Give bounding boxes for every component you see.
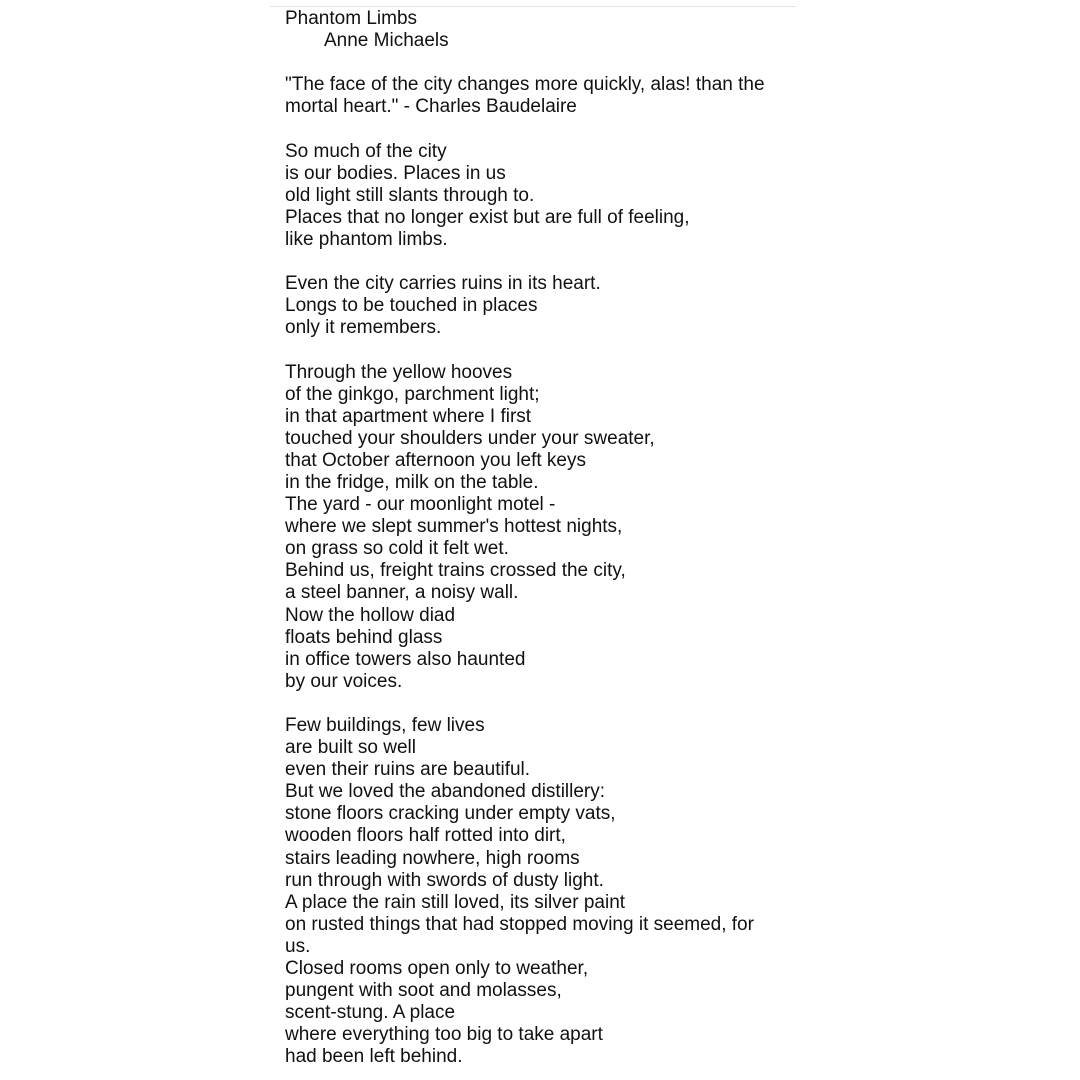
poem-line: wooden floors half rotted into dirt, xyxy=(285,825,566,847)
poem-line: But we loved the abandoned distillery: xyxy=(285,781,606,803)
poem-line: The yard - our moonlight motel - xyxy=(285,494,556,516)
stanza-gap xyxy=(285,251,785,273)
poem-line: even their ruins are beautiful. xyxy=(285,759,531,781)
top-divider xyxy=(270,6,796,7)
poem-line: A place the rain still loved, its silver paint xyxy=(285,891,626,913)
poem-line: Longs to be touched in places xyxy=(285,295,538,317)
poem-line: Through the yellow hooves xyxy=(285,361,513,383)
epigraph xyxy=(285,74,785,118)
poem-line: like phantom limbs. xyxy=(285,228,448,250)
stanza-gap xyxy=(285,118,785,140)
poem-line: is our bodies. Places in us xyxy=(285,162,506,184)
stanza xyxy=(285,141,785,251)
poem-author: Anne Michaels xyxy=(324,30,449,52)
stanza xyxy=(285,715,785,1069)
poem-line: scent-stung. A place xyxy=(285,1002,456,1024)
stanza-gap xyxy=(285,52,785,74)
poem-line: Behind us, freight trains crossed the city, xyxy=(285,560,626,582)
poem-line: on grass so cold it felt wet. xyxy=(285,538,509,560)
poem-line: pungent with soot and molasses, xyxy=(285,980,562,1002)
poem-line: stairs leading nowhere, high rooms xyxy=(285,847,580,869)
epigraph-line: "The face of the city changes more quickly, alas! than the xyxy=(285,74,765,96)
poem-line: run through with swords of dusty light. xyxy=(285,869,604,891)
poem-line: in the fridge, milk on the table. xyxy=(285,471,539,493)
poem-line: us. xyxy=(285,935,311,957)
poem-line: only it remembers. xyxy=(285,317,442,339)
stanza-gap xyxy=(285,339,785,361)
poem-line: old light still slants through to. xyxy=(285,184,535,206)
poem-line: Even the city carries ruins in its heart. xyxy=(285,273,601,295)
poem-line: are built so well xyxy=(285,737,416,759)
poem-line: stone floors cracking under empty vats, xyxy=(285,803,616,825)
poem-line: of the ginkgo, parchment light; xyxy=(285,383,540,405)
poem-line: floats behind glass xyxy=(285,626,443,648)
poem-line: in office towers also haunted xyxy=(285,648,526,670)
stanza xyxy=(285,273,785,339)
poem-line: had been left behind. xyxy=(285,1046,463,1068)
poem-line: in that apartment where I first xyxy=(285,405,532,427)
poem-line: a steel banner, a noisy wall. xyxy=(285,582,519,604)
poem-line: on rusted things that had stopped moving it seemed, for xyxy=(285,913,754,935)
poem-line: where we slept summer's hottest nights, xyxy=(285,516,623,538)
stanza xyxy=(285,362,785,693)
stanza-gap xyxy=(285,693,785,715)
poem-document xyxy=(285,8,785,1069)
poem-line: Closed rooms open only to weather, xyxy=(285,958,589,980)
poem-line: by our voices. xyxy=(285,670,403,692)
poem-line: Places that no longer exist but are full of feeling, xyxy=(285,206,690,228)
poem-line: touched your shoulders under your sweater, xyxy=(285,427,655,449)
poem-line: that October afternoon you left keys xyxy=(285,449,587,471)
poem-line: where everything too big to take apart xyxy=(285,1024,603,1046)
poem-line: Few buildings, few lives xyxy=(285,715,485,736)
poem-line: So much of the city xyxy=(285,140,447,162)
poem-line: Now the hollow diad xyxy=(285,604,456,626)
epigraph-line: mortal heart." - Charles Baudelaire xyxy=(285,96,577,118)
poem-body xyxy=(285,118,785,1068)
poem-title: Phantom Limbs xyxy=(285,8,418,29)
